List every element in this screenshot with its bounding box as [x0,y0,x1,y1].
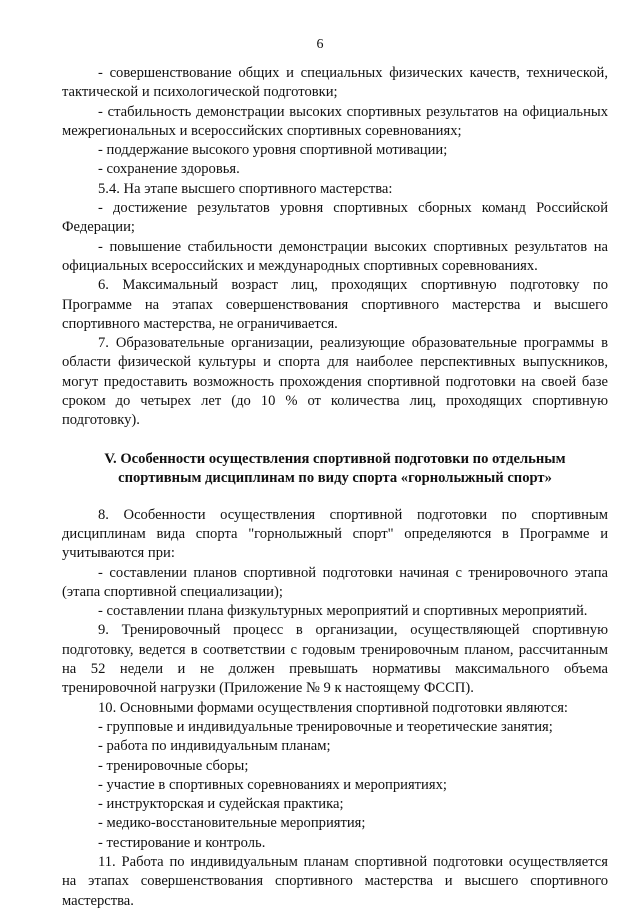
paragraph: - групповые и индивидуальные тренировочные и теоретические занятия; [98,718,553,735]
paragraph: - работа по индивидуальным планам; [98,738,331,755]
document-body [62,64,608,911]
paragraph: - тренировочные сборы; [98,757,249,774]
paragraph: 7. Образовательные организации, реализующие образовательные программы в области физической культуры и спорта для наиболее перспективных выпускников, могут предоставить возможность прохождения спортивной подготовки на своей базе сроком до четырех лет (до 10 % от количества лиц, проходящих спортивную подготовку). [62,335,608,429]
paragraph: - достижение результатов уровня спортивных сборных команд Российской Федерации; [62,200,608,236]
paragraph: - поддержание высокого уровня спортивной мотивации; [98,142,448,159]
paragraph: - совершенствование общих и специальных физических качеств, технической, тактической и психологической подготовки; [62,65,608,101]
paragraph: 6. Максимальный возраст лиц, проходящих спортивную подготовку по Программе на этапах совершенствования спортивного мастерства и высшего спортивного мастерства, не ограничивается. [62,277,608,332]
section-heading [62,450,608,488]
paragraph: 9. Тренировочный процесс в организации, осуществляющей спортивную подготовку, ведется в соответствии с годовым тренировочным планом, рассчитанным на 52 недели и не должен превышать нормативы максимального объема тренировочной нагрузки (Приложение № 9 к настоящему ФССП). [62,622,608,697]
paragraph: - стабильность демонстрации высоких спортивных результатов на официальных межрегиональных и всероссийских спортивных соревнованиях; [62,103,608,139]
paragraph: - составлении планов спортивной подготовки начиная с тренировочного этапа (этапа спортивной специализации); [62,564,608,600]
paragraph: - сохранение здоровья. [98,161,240,178]
paragraph: 11. Работа по индивидуальным планам спортивной подготовки осуществляется на этапах совершенствования спортивного мастерства и высшего спортивного мастерства. [62,853,608,909]
paragraph: 10. Основными формами осуществления спортивной подготовки являются: [98,699,568,716]
paragraph: - участие в спортивных соревнованиях и мероприятиях; [98,776,447,793]
paragraph: 8. Особенности осуществления спортивной подготовки по спортивным дисциплинам вида спорта "горнолыжный спорт" определяются в Программе и учитываются при: [62,506,608,562]
paragraph: - медико-восстановительные мероприятия; [98,815,366,832]
paragraph: - инструкторская и судейская практика; [98,796,344,813]
paragraph: - составлении плана физкультурных мероприятий и спортивных мероприятий. [98,603,588,620]
section-heading-line: V. Особенности осуществления спортивной подготовки по отдельным [104,450,566,467]
paragraph: 5.4. На этапе высшего спортивного мастерства: [98,180,393,197]
paragraph: - тестирование и контроль. [98,834,266,851]
section-heading-line: спортивным дисциплинам по виду спорта «горнолыжный спорт» [118,469,552,486]
page-number: 6 [316,37,324,52]
paragraph: - повышение стабильности демонстрации высоких спортивных результатов на официальных всероссийских и международных спортивных соревнованиях. [62,238,608,274]
